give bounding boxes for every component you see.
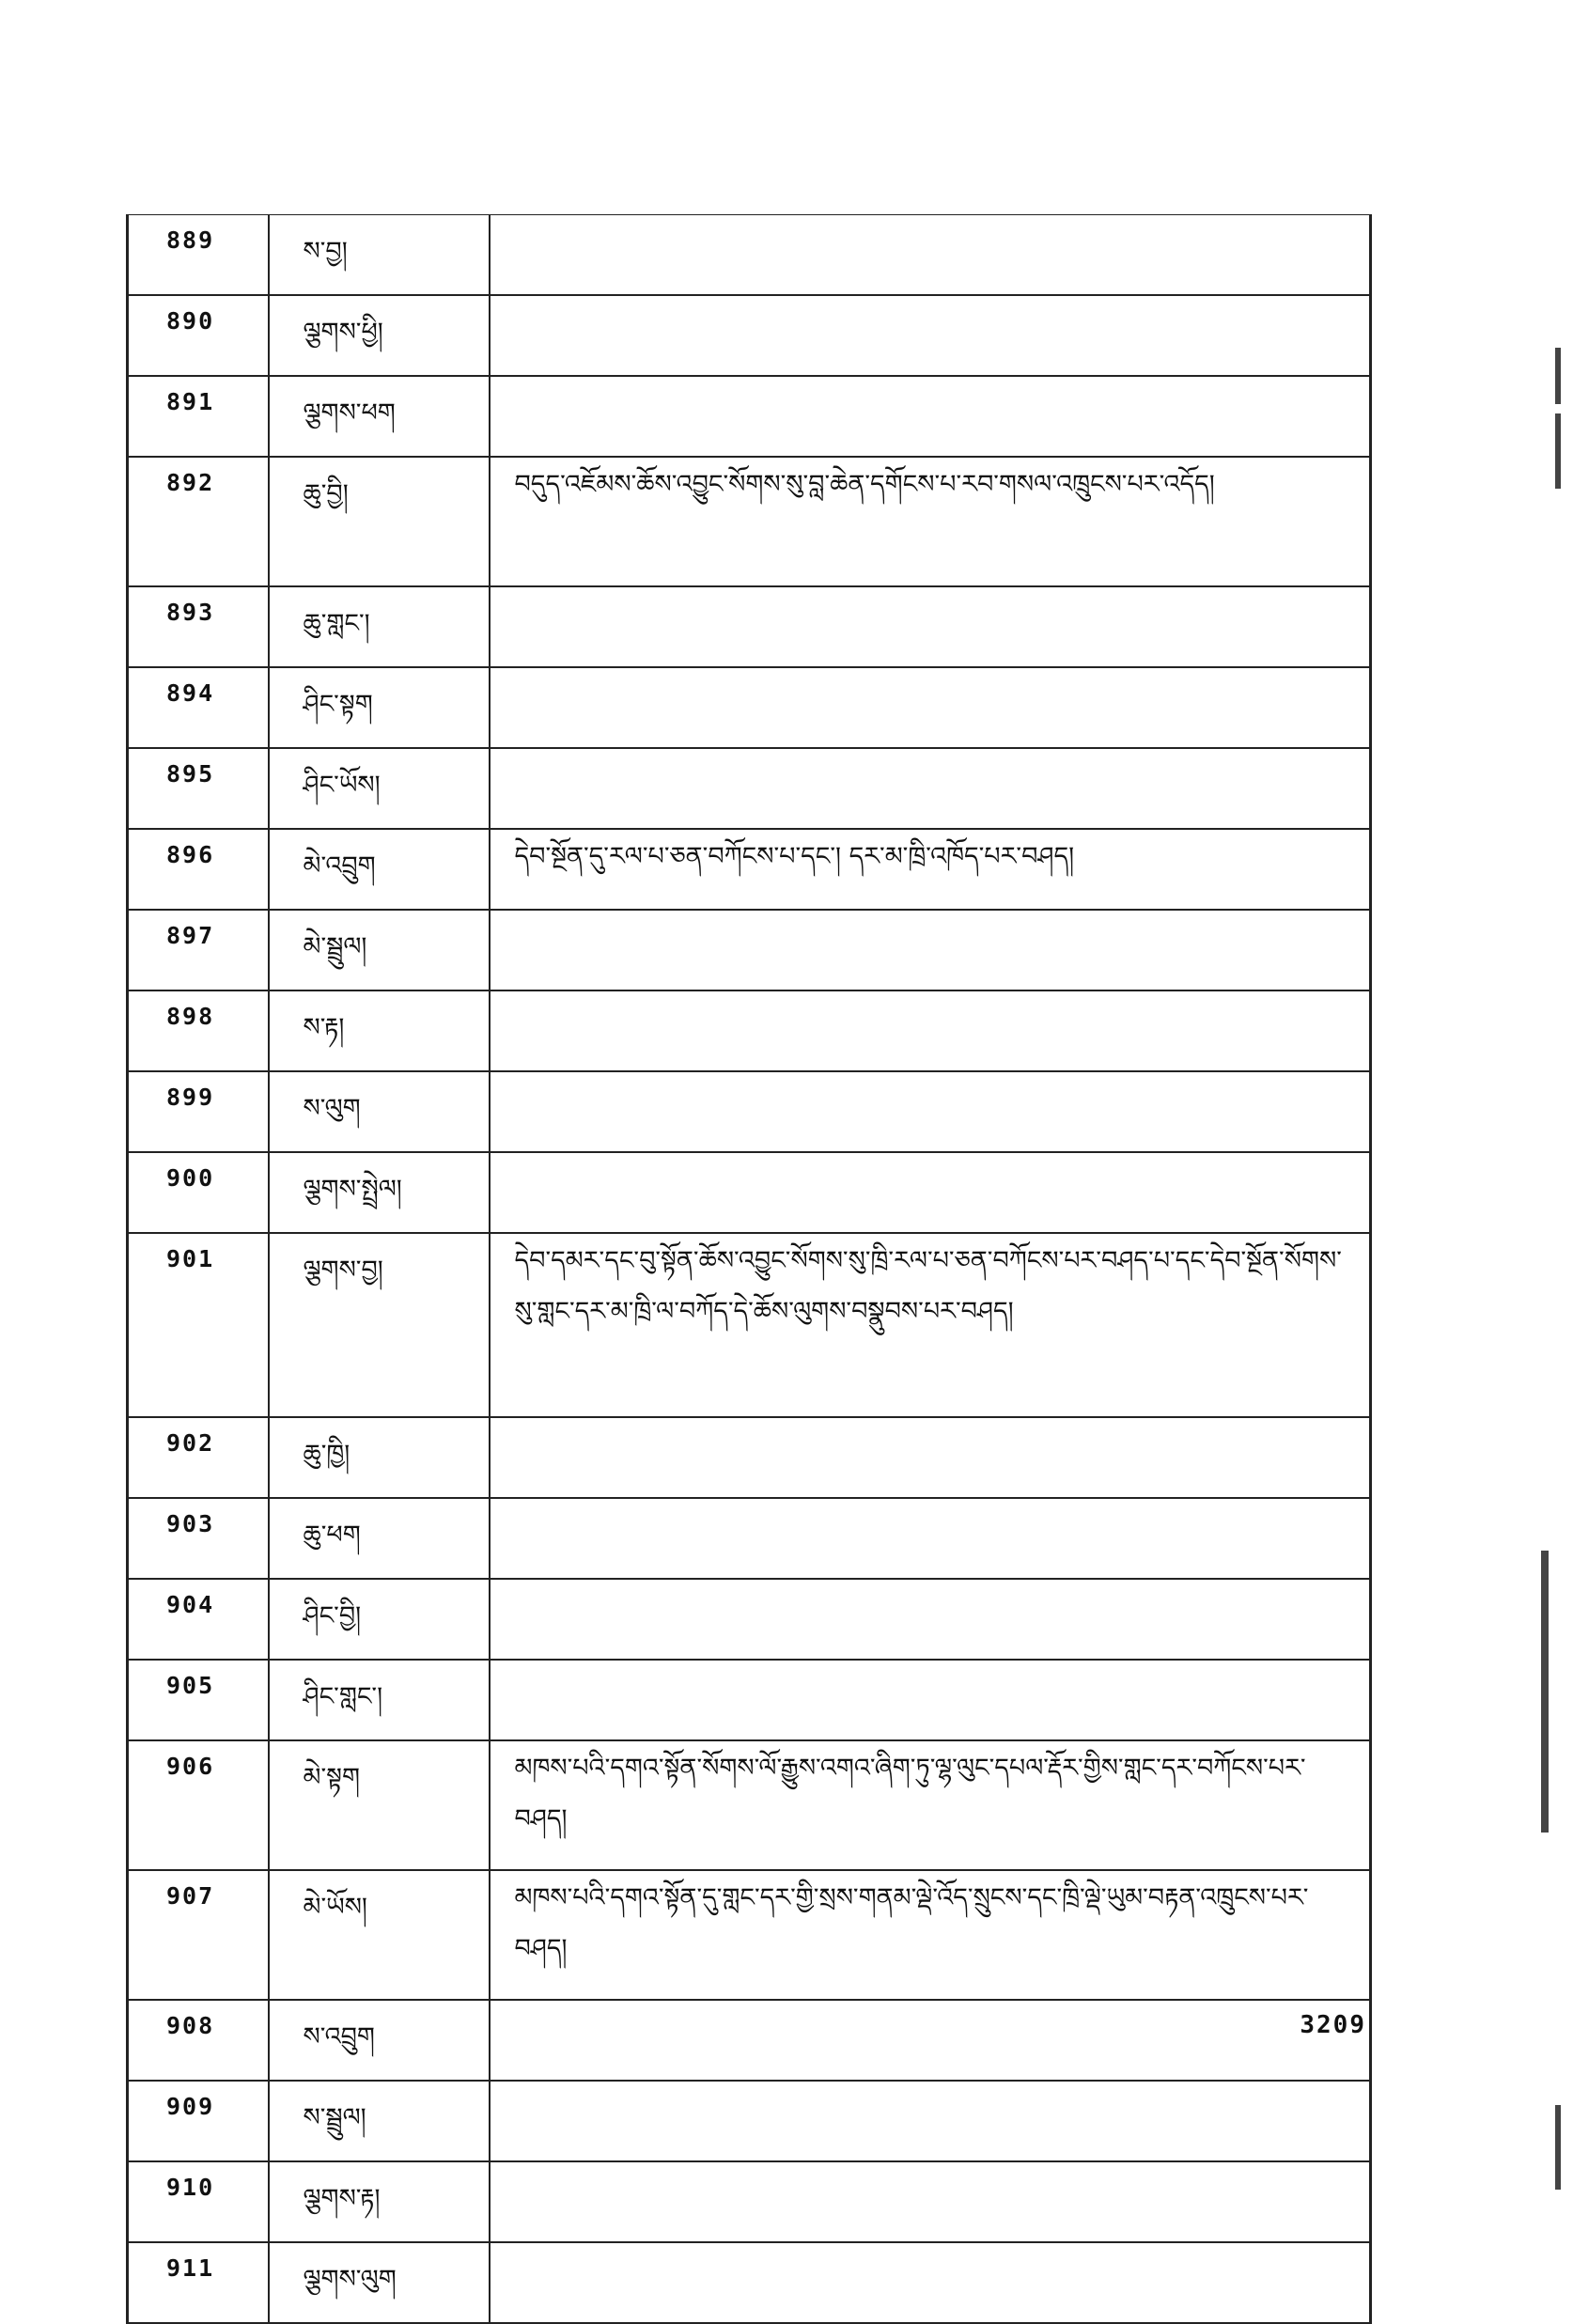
table-row <box>128 990 1371 1071</box>
entry-year-term: ལྕགས་ཕག <box>269 376 490 457</box>
table-row <box>128 457 1371 586</box>
entry-description: བདུད་འཇོམས་ཆོས་འབྱུང་སོགས་སུ་བླ་ཆེན་དགོངས་པ་རབ་གསལ་འཁྲུངས་པར་འདོད། <box>490 457 1371 586</box>
entry-year-term: ས་སྦྲུལ། <box>269 2081 490 2161</box>
entry-year-term: ཆུ་ཕག <box>269 1498 490 1579</box>
entry-number: 904 <box>128 1579 269 1660</box>
entry-description <box>490 1071 1371 1152</box>
entry-year-term: ལྕགས་རྟ། <box>269 2161 490 2242</box>
entry-number: 892 <box>128 457 269 586</box>
table-row <box>128 1233 1371 1417</box>
table-row <box>128 2081 1371 2161</box>
entry-description <box>490 215 1371 296</box>
entry-number: 898 <box>128 990 269 1071</box>
entry-description: མཁས་པའི་དགའ་སྟོན་དུ་གླང་དར་གྱི་སྲས་གནམ་ལྡེ་འོད་སྲུངས་དང་ཁྲི་ལྡེ་ཡུམ་བརྟན་འཁྲུངས་པར་བཤད། <box>490 1870 1371 2000</box>
entry-number: 911 <box>128 2242 269 2323</box>
entry-year-term: ས་ལུག <box>269 1071 490 1152</box>
scan-edge-mark <box>1541 1551 1549 1833</box>
entry-description <box>490 1152 1371 1233</box>
entry-number: 903 <box>128 1498 269 1579</box>
table-row <box>128 2242 1371 2323</box>
table-row <box>128 2000 1371 2081</box>
entry-number: 902 <box>128 1417 269 1498</box>
chronology-table <box>126 214 1372 2324</box>
table-row <box>128 376 1371 457</box>
table-row <box>128 1152 1371 1233</box>
entry-number: 894 <box>128 667 269 748</box>
entry-number: 890 <box>128 295 269 376</box>
entry-description <box>490 748 1371 829</box>
entry-year-term: མེ་སྦྲུལ། <box>269 910 490 990</box>
entry-number: 907 <box>128 1870 269 2000</box>
entry-number: 889 <box>128 215 269 296</box>
entry-description <box>490 1579 1371 1660</box>
table-row <box>128 1071 1371 1152</box>
entry-year-term: ལྕགས་ལུག <box>269 2242 490 2323</box>
scan-edge-mark <box>1555 348 1561 404</box>
table-row <box>128 667 1371 748</box>
entry-description <box>490 2081 1371 2161</box>
table-row <box>128 1870 1371 2000</box>
entry-year-term: ས་བྱ། <box>269 215 490 296</box>
entry-description <box>490 910 1371 990</box>
entry-number: 896 <box>128 829 269 910</box>
scan-edge-mark <box>1555 2105 1561 2190</box>
table-row <box>128 748 1371 829</box>
table-row <box>128 829 1371 910</box>
entry-year-term: ས་རྟ། <box>269 990 490 1071</box>
entry-year-term: ཆུ་བྱི། <box>269 457 490 586</box>
entry-description: དེབ་སྔོན་དུ་རལ་པ་ཅན་བཀོངས་པ་དང་། དར་མ་ཁྲི་འཁོད་པར་བཤད། <box>490 829 1371 910</box>
entry-description <box>490 2000 1371 2081</box>
entry-description <box>490 586 1371 667</box>
table-row <box>128 586 1371 667</box>
table-row <box>128 295 1371 376</box>
entry-number: 900 <box>128 1152 269 1233</box>
entry-number: 910 <box>128 2161 269 2242</box>
entry-description <box>490 1660 1371 1740</box>
entry-description <box>490 1498 1371 1579</box>
entry-description: དེབ་དམར་དང་བུ་སྟོན་ཆོས་འབྱུང་སོགས་སུ་ཁྲི་རལ་པ་ཅན་བཀོངས་པར་བཤད་པ་དང་དེབ་སྔོན་སོགས་སུ་གླང་དར་མ་ཁྲི་ལ་བཀོད་དེ་ཆོས་ལུགས་བསྣུབས་པར་བཤད། <box>490 1233 1371 1417</box>
table-row <box>128 1579 1371 1660</box>
entry-year-term: ས་འབྲུག <box>269 2000 490 2081</box>
entry-number: 891 <box>128 376 269 457</box>
entry-description <box>490 2242 1371 2323</box>
entry-year-term: མེ་སྟག <box>269 1740 490 1870</box>
entry-description <box>490 990 1371 1071</box>
entry-number: 908 <box>128 2000 269 2081</box>
entry-year-term: ལྕགས་ཕྱི། <box>269 295 490 376</box>
entry-number: 906 <box>128 1740 269 1870</box>
entry-year-term: ཤིང་སྟག <box>269 667 490 748</box>
entry-description <box>490 667 1371 748</box>
entry-number: 897 <box>128 910 269 990</box>
chronology-table-body <box>128 215 1371 2324</box>
entry-description <box>490 376 1371 457</box>
entry-year-term: ཤིང་ཡོས། <box>269 748 490 829</box>
scan-edge-mark <box>1555 413 1561 489</box>
entry-number: 905 <box>128 1660 269 1740</box>
table-row <box>128 215 1371 296</box>
entry-year-term: མེ་འབྲུག <box>269 829 490 910</box>
entry-number: 909 <box>128 2081 269 2161</box>
table-row <box>128 1417 1371 1498</box>
entry-year-term: ཆུ་ཁྱི། <box>269 1417 490 1498</box>
table-row <box>128 1740 1371 1870</box>
table-row <box>128 1660 1371 1740</box>
entry-year-term: ཤིང་བྱི། <box>269 1579 490 1660</box>
entry-number: 893 <box>128 586 269 667</box>
table-row <box>128 910 1371 990</box>
entry-number: 895 <box>128 748 269 829</box>
entry-description <box>490 1417 1371 1498</box>
entry-description: མཁས་པའི་དགའ་སྟོན་སོགས་ལོ་རྒྱུས་འགའ་ཞིག་ཏུ་ལྷ་ལུང་དཔལ་རྡོར་གྱིས་གླང་དར་བཀོངས་པར་བཤད། <box>490 1740 1371 1870</box>
page-number: 3209 <box>1300 2011 1366 2039</box>
entry-year-term: ཆུ་གླང་། <box>269 586 490 667</box>
table-row <box>128 2161 1371 2242</box>
entry-number: 901 <box>128 1233 269 1417</box>
entry-description <box>490 295 1371 376</box>
entry-year-term: ལྕགས་བྱ། <box>269 1233 490 1417</box>
entry-year-term: མེ་ཡོས། <box>269 1870 490 2000</box>
entry-number: 899 <box>128 1071 269 1152</box>
entry-year-term: ཤིང་གླང་། <box>269 1660 490 1740</box>
entry-year-term: ལྕགས་སྤྲེལ། <box>269 1152 490 1233</box>
entry-description <box>490 2161 1371 2242</box>
table-row <box>128 1498 1371 1579</box>
